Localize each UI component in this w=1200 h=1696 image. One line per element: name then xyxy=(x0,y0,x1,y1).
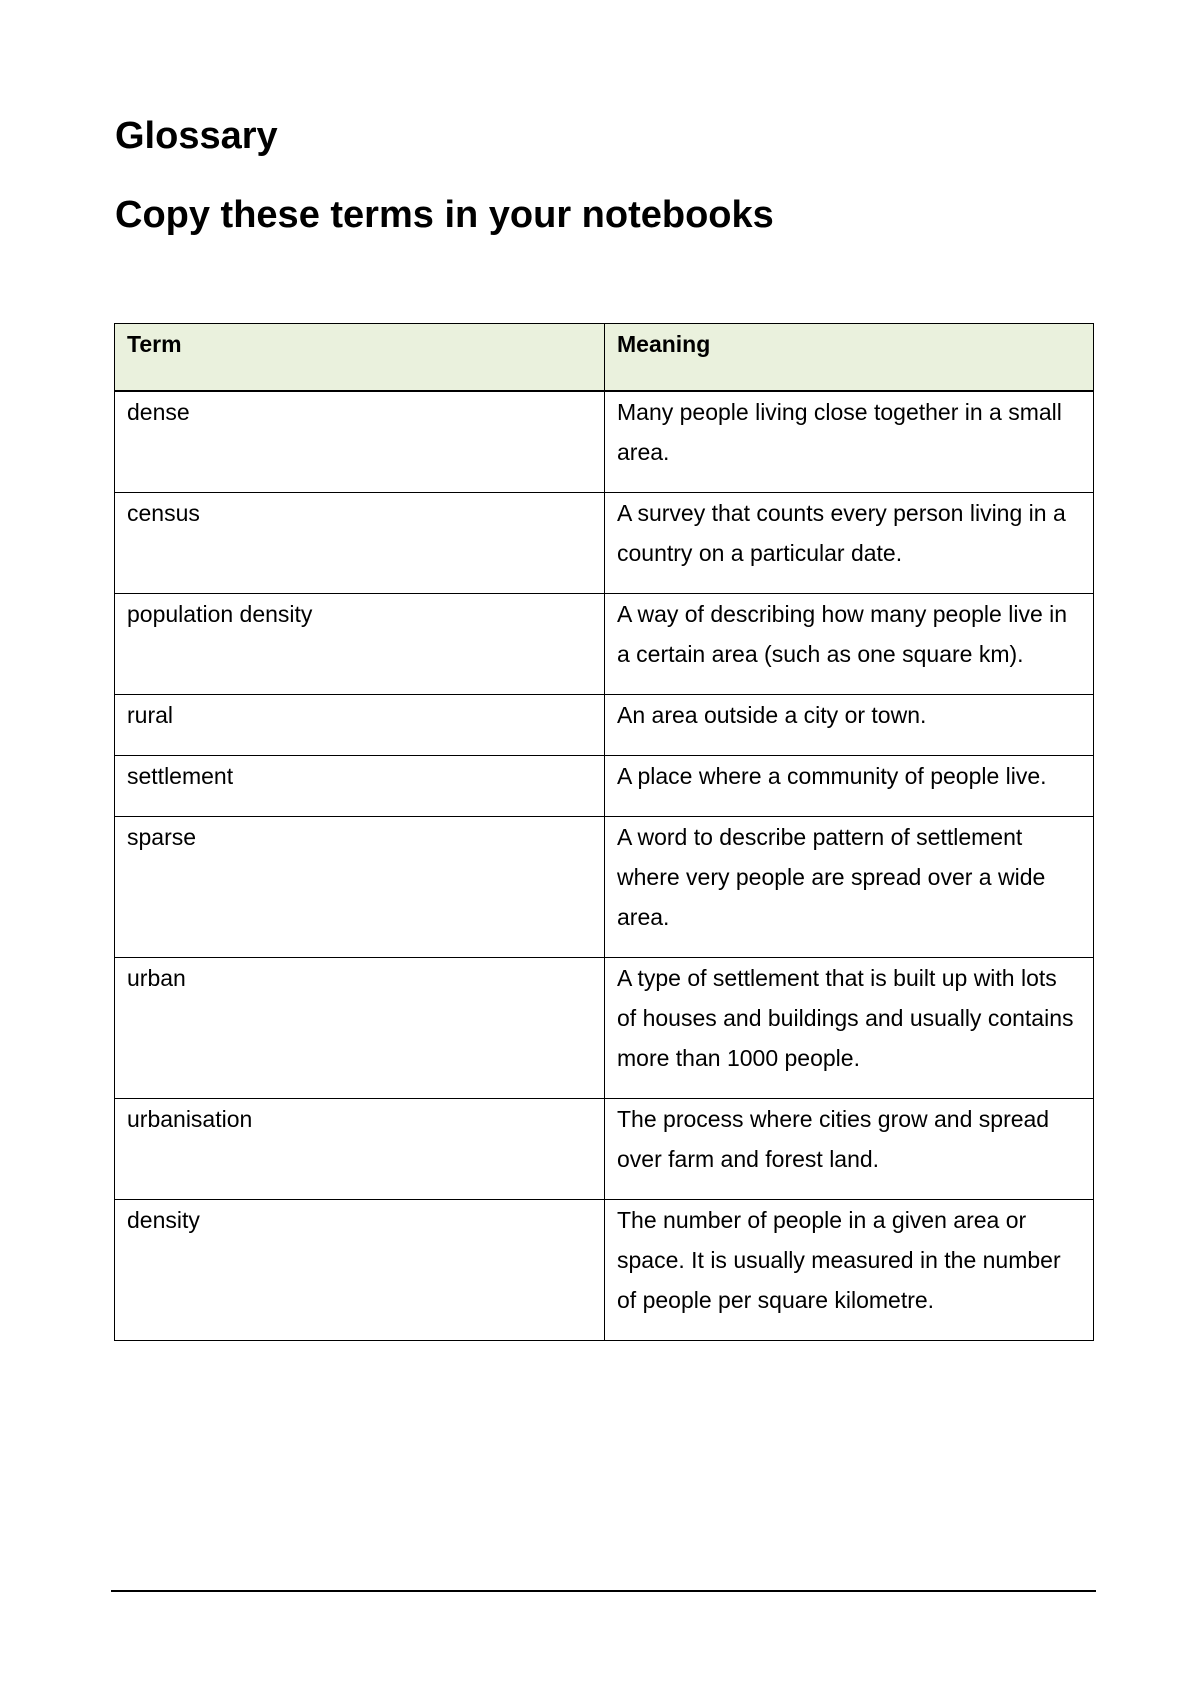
term-cell: urban xyxy=(115,958,605,1099)
meaning-cell: A way of describing how many people live in a certain area (such as one square km). xyxy=(605,594,1094,695)
glossary-table xyxy=(114,323,1094,1341)
table-row xyxy=(115,493,1094,594)
meaning-cell: The number of people in a given area or space. It is usually measured in the number of people per square kilometre. xyxy=(605,1200,1094,1341)
term-cell: density xyxy=(115,1200,605,1341)
table-row xyxy=(115,1200,1094,1341)
table-row xyxy=(115,1099,1094,1200)
term-cell: urbanisation xyxy=(115,1099,605,1200)
term-cell: rural xyxy=(115,695,605,756)
meaning-cell: A survey that counts every person living in a country on a particular date. xyxy=(605,493,1094,594)
meaning-cell: The process where cities grow and spread over farm and forest land. xyxy=(605,1099,1094,1200)
meaning-cell: A place where a community of people live. xyxy=(605,756,1094,817)
meaning-cell: An area outside a city or town. xyxy=(605,695,1094,756)
term-cell: settlement xyxy=(115,756,605,817)
table-row xyxy=(115,817,1094,958)
footer-divider xyxy=(111,1590,1096,1592)
term-cell: sparse xyxy=(115,817,605,958)
meaning-cell: A word to describe pattern of settlement where very people are spread over a wide area. xyxy=(605,817,1094,958)
term-cell: population density xyxy=(115,594,605,695)
term-cell: census xyxy=(115,493,605,594)
page-subtitle: Copy these terms in your notebooks xyxy=(115,194,774,236)
table-row xyxy=(115,391,1094,493)
table-row xyxy=(115,756,1094,817)
table-row xyxy=(115,958,1094,1099)
meaning-cell: A type of settlement that is built up with lots of houses and buildings and usually contains more than 1000 people. xyxy=(605,958,1094,1099)
page-title: Glossary xyxy=(115,115,278,157)
table-header-row xyxy=(115,324,1094,392)
table-row xyxy=(115,594,1094,695)
meaning-cell: Many people living close together in a small area. xyxy=(605,391,1094,493)
header-term: Term xyxy=(115,324,605,392)
header-meaning: Meaning xyxy=(605,324,1094,392)
table-row xyxy=(115,695,1094,756)
term-cell: dense xyxy=(115,391,605,493)
